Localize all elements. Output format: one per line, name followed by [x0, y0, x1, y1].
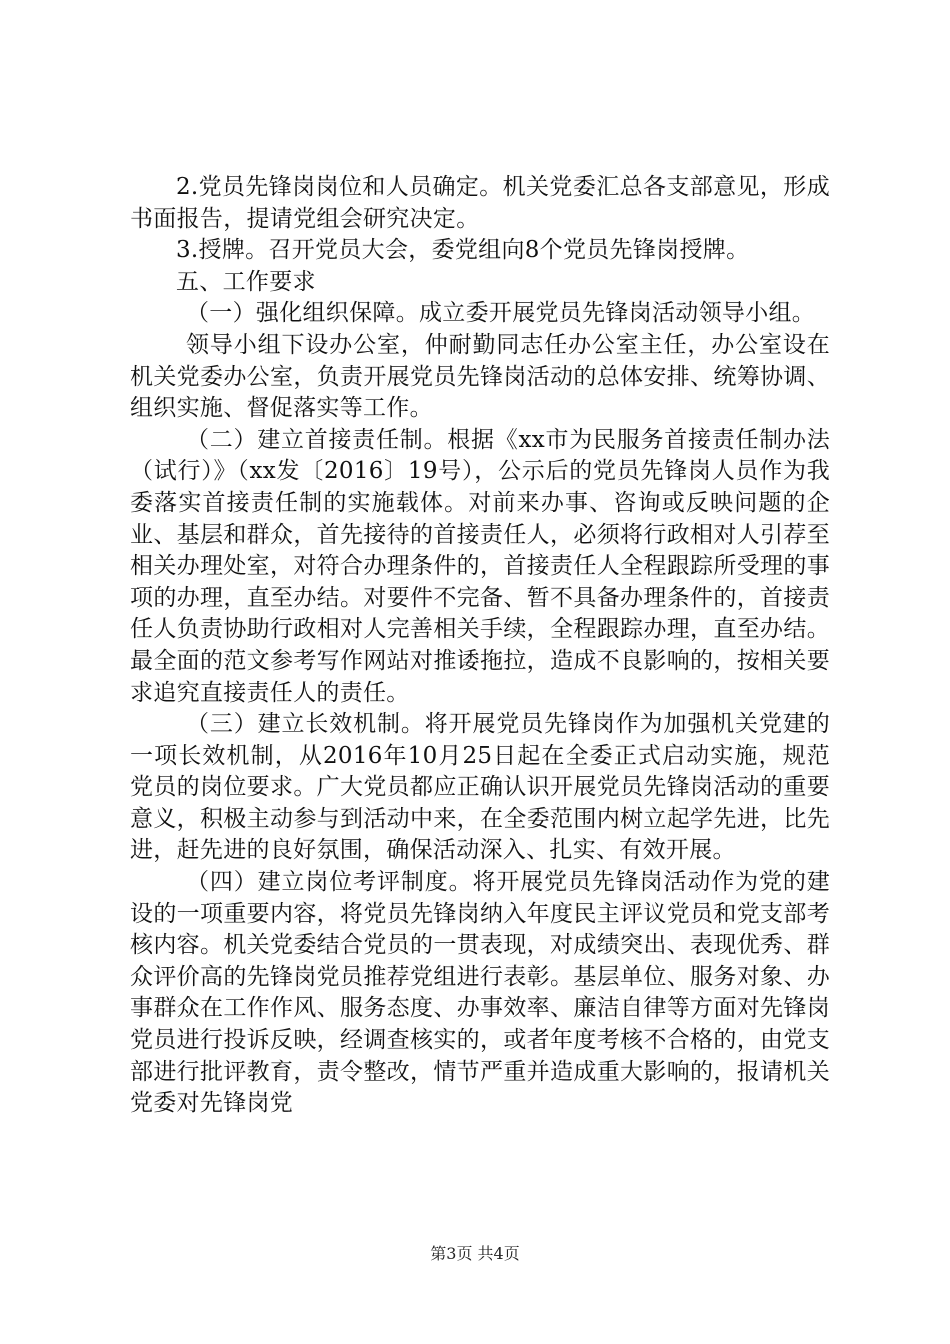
paragraph-long-term-mechanism: （三）建立长效机制。将开展党员先锋岗作为加强机关党建的一项长效机制，从2016年10月25日起在全委正式启动实施，规范党员的岗位要求。广大党员都应正确认识开展党员先锋岗活动的重要意义，积极主动参与到活动中来，在全委范围内树立起学先进，比先进，赶先进的良好氛围，确保活动深入、扎实、有效开展。 [130, 711, 830, 864]
paragraph-position-confirmation: 2.党员先锋岗岗位和人员确定。机关党委汇总各支部意见，形成书面报告，提请党组会研究决定。 [130, 174, 830, 232]
document-body [130, 172, 830, 1120]
section-heading-work-requirements: 五、工作要求 [176, 268, 316, 295]
page-number-footer: 第3页 共4页 [430, 1244, 520, 1263]
paragraph-award-plaque: 3.授牌。召开党员大会，委党组向8个党员先锋岗授牌。 [176, 237, 750, 264]
paragraph-organization-guarantee: （一）强化组织保障。成立委开展党员先锋岗活动领导小组。 [186, 300, 816, 327]
paragraph-leading-group-office: 领导小组下设办公室，仲耐勤同志任办公室主任，办公室设在机关党委办公室，负责开展党员先锋岗活动的总体安排、统筹协调、组织实施、督促落实等工作。 [130, 331, 830, 422]
paragraph-evaluation-system: （四）建立岗位考评制度。将开展党员先锋岗活动作为党的建设的一项重要内容，将党员先锋岗纳入年度民主评议党员和党支部考核内容。机关党委结合党员的一贯表现，对成绩突出、表现优秀、群众评价高的先锋岗党员推荐党组进行表彰。基层单位、服务对象、办事群众在工作作风、服务态度、办事效率、廉洁自律等方面对先锋岗党员进行投诉反映，经调查核实的，或者年度考核不合格的，由党支部进行批评教育，责令整改，情节严重并造成重大影响的，报请机关党委对先锋岗党 [130, 869, 830, 1117]
paragraph-first-contact-responsibility: （二）建立首接责任制。根据《xx市为民服务首接责任制办法（试行）》（xx发〔2016〕19号），公示后的党员先锋岗人员作为我委落实首接责任制的实施载体。对前来办事、咨询或反映问题的企业、基层和群众，首先接待的首接责任人，必须将行政相对人引荐至相关办理处室，对符合办理条件的，首接责任人全程跟踪所受理的事项的办理，直至办结。对要件不完备、暂不具备办理条件的，首接责任人负责协助行政相对人完善相关手续，全程跟踪办理，直至办结。最全面的范文参考写作网站对推诿拖拉，造成不良影响的，按相关要求追究直接责任人的责任。 [130, 426, 830, 706]
